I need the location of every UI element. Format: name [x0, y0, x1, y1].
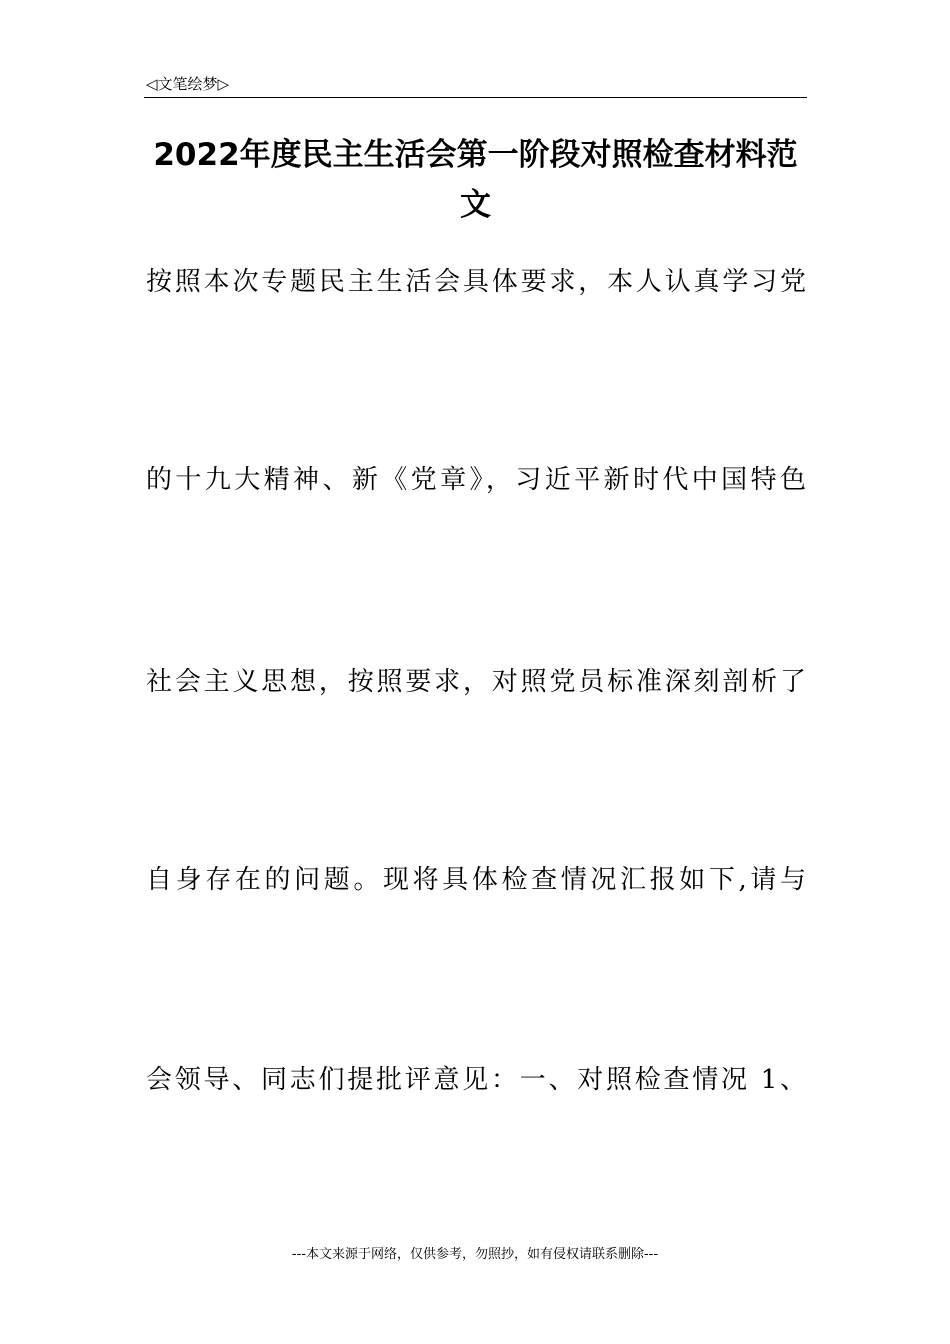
body-line: 的十九大精神、新《党章》，习近平新时代中国特色	[146, 465, 806, 495]
header-mark: ◁文笔绘梦▷	[146, 75, 230, 93]
body-line: 按照本次专题民主生活会具体要求，本人认真学习党	[146, 267, 806, 297]
body-line: 会领导、同志们提批评意见：一、对照检查情况 1、	[146, 1065, 806, 1095]
body-line: 自身存在的问题。现将具体检查情况汇报如下,请与	[146, 865, 806, 895]
header-divider	[144, 97, 807, 98]
body-line: 社会主义思想，按照要求，对照党员标准深刻剖析了	[146, 667, 806, 697]
footer-disclaimer: ---本文来源于网络，仅供参考，勿照抄，如有侵权请联系删除---	[291, 1247, 659, 1262]
document-title: 2022年度民主生活会第一阶段对照检查材料范文	[153, 137, 798, 223]
